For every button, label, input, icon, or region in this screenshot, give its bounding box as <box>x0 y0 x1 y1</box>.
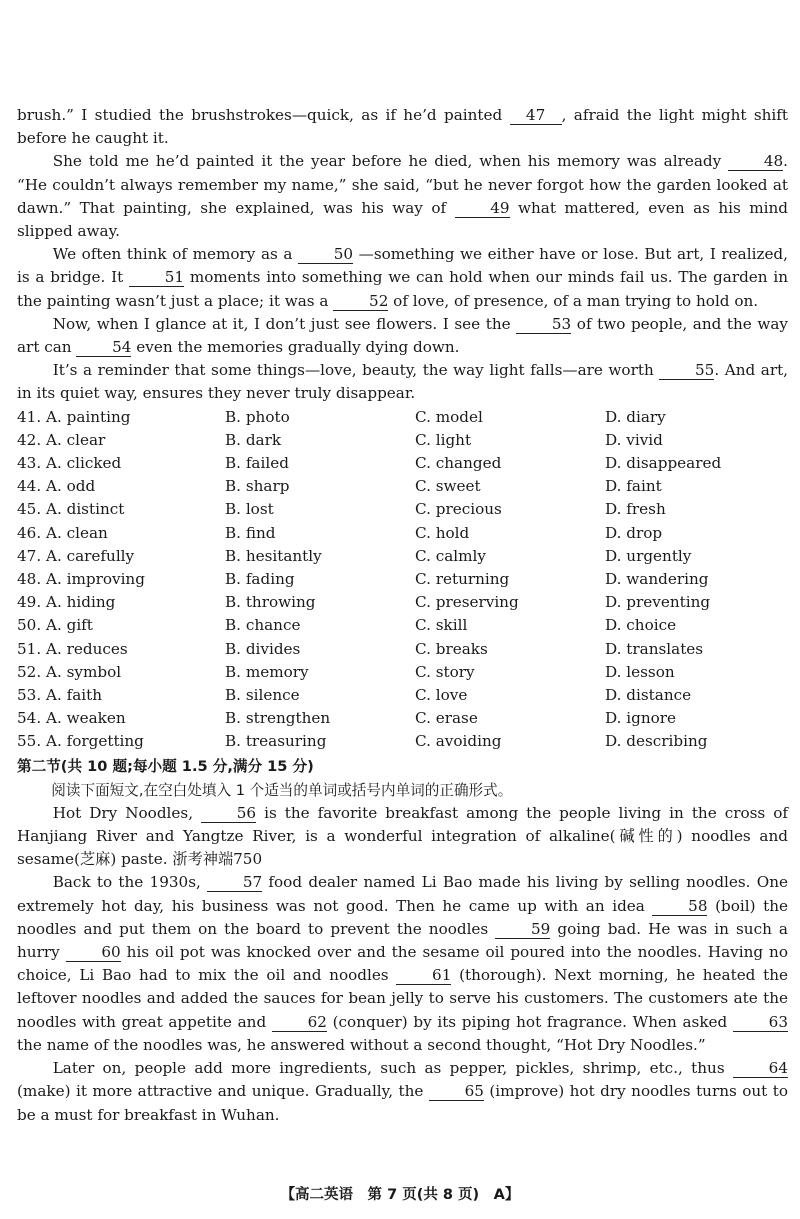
page-footer: 【高二英语 第 7 页(共 8 页) A】 <box>280 1187 520 1203</box>
blank-50: 50 <box>298 246 353 264</box>
paragraph: brush.” I studied the brushstrokes—quick, as if he’d painted 47 , afraid the light might shift before he caught it. <box>17 106 788 148</box>
option-choice: B. silence <box>225 685 300 704</box>
option-choice: D. choice <box>605 616 677 635</box>
option-row <box>17 429 788 452</box>
option-choice: B. chance <box>225 616 301 635</box>
option-choice: B. find <box>225 523 276 542</box>
option-row <box>17 684 788 707</box>
option-choice: B. sharp <box>225 477 290 496</box>
option-choice: C. love <box>415 685 468 704</box>
option-choice: B. fading <box>225 569 295 588</box>
blank-51: 51 <box>129 269 184 287</box>
option-row <box>17 475 788 498</box>
option-row <box>17 707 788 730</box>
blank-59: 59 <box>495 921 550 939</box>
paragraph: Hot Dry Noodles, 56 is the favorite breakfast among the people living in the cross of Hanjiang River and Yangtze River, is a wonderful integration of alkaline(碱性的) noodles and sesame(芝麻) paste. 浙考神端750 <box>17 803 788 869</box>
option-choice: 49. A. hiding <box>17 593 116 612</box>
option-row <box>17 498 788 521</box>
option-choice: D. faint <box>605 477 662 496</box>
cloze-passage <box>17 104 788 406</box>
option-choice: D. ignore <box>605 709 677 728</box>
option-choice: 42. A. clear <box>17 430 106 449</box>
option-choice: D. diary <box>605 407 666 426</box>
blank-56: 56 <box>201 805 256 823</box>
grammar-passage <box>17 802 788 1127</box>
paragraph: Later on, people add more ingredients, such as pepper, pickles, shrimp, etc., thus 64 (make) it more attractive and unique. Gradually, the 65 (improve) hot dry noodles turns out to be a must for breakfast in Wuhan. <box>17 1059 788 1124</box>
option-choice: C. sweet <box>415 477 481 496</box>
option-row <box>17 591 788 614</box>
blank-63: 63 <box>733 1014 788 1032</box>
option-row <box>17 638 788 661</box>
option-choice: D. preventing <box>605 593 711 612</box>
paragraph: Now, when I glance at it, I don’t just see flowers. I see the 53 of two people, and the way art can 54 even the memories gradually dying down. <box>17 314 789 357</box>
blank-53: 53 <box>516 316 571 334</box>
option-choice: B. treasuring <box>225 732 327 751</box>
option-choice: C. light <box>415 430 472 449</box>
option-choice: 44. A. odd <box>17 477 96 496</box>
option-choice: B. throwing <box>225 593 316 612</box>
option-choice: B. photo <box>225 407 290 426</box>
blank-49: 49 <box>455 200 510 218</box>
option-choice: D. fresh <box>605 500 666 519</box>
option-row <box>17 568 788 591</box>
blank-48: 48 <box>728 153 783 171</box>
option-choice: B. strengthen <box>225 709 331 728</box>
option-choice: 41. A. painting <box>17 407 131 426</box>
blank-58: 58 <box>652 898 707 916</box>
option-choice: D. disappeared <box>605 454 722 473</box>
option-choice: 43. A. clicked <box>17 454 122 473</box>
paragraph: It’s a reminder that some things—love, beauty, the way light falls—are worth 55. And art, in its quiet way, ensures they never truly disappear. <box>17 361 789 403</box>
option-choice: 46. A. clean <box>17 523 108 542</box>
option-choice: C. breaks <box>415 639 488 658</box>
blank-61: 61 <box>396 967 451 985</box>
option-choice: B. failed <box>225 454 289 473</box>
blank-52: 52 <box>333 293 388 311</box>
option-choice: D. wandering <box>605 569 709 588</box>
option-choice: C. preserving <box>415 593 519 612</box>
option-choice: C. erase <box>415 709 478 728</box>
option-choice: 53. A. faith <box>17 685 103 704</box>
option-choice: B. divides <box>225 639 301 658</box>
option-row <box>17 406 788 429</box>
options-list <box>17 406 788 754</box>
blank-57: 57 <box>207 874 262 892</box>
option-choice: C. calmly <box>415 546 486 565</box>
blank-64: 64 <box>733 1060 788 1078</box>
option-choice: C. precious <box>415 500 502 519</box>
blank-60: 60 <box>66 944 121 962</box>
option-choice: D. drop <box>605 523 663 542</box>
option-choice: D. describing <box>605 732 708 751</box>
option-choice: 45. A. distinct <box>17 500 125 519</box>
blank-47: 47 <box>510 107 562 125</box>
blank-65: 65 <box>429 1083 484 1101</box>
option-choice: B. hesitantly <box>225 546 322 565</box>
option-row <box>17 522 788 545</box>
option-choice: B. dark <box>225 430 282 449</box>
option-choice: D. lesson <box>605 662 675 681</box>
option-choice: C. story <box>415 662 475 681</box>
option-choice: 52. A. symbol <box>17 662 122 681</box>
section-directions: 阅读下面短文,在空白处填入 1 个适当的单词或括号内单词的正确形式。 <box>51 781 513 799</box>
option-choice: 54. A. weaken <box>17 709 126 728</box>
option-choice: C. returning <box>415 569 510 588</box>
blank-62: 62 <box>272 1014 327 1032</box>
paragraph: She told me he’d painted it the year before he died, when his memory was already 48. “He couldn’t always remember my name,” she said, “but he never forgot how the garden looked at dawn.” That painting, she explained, was his way of 49 what mattered, even as his mind slipped away. <box>17 152 789 241</box>
option-choice: C. avoiding <box>415 732 502 751</box>
section-heading: 第二节(共 10 题;每小题 1.5 分,满分 15 分) <box>17 758 314 776</box>
option-choice: D. translates <box>605 639 704 658</box>
option-choice: C. model <box>415 407 483 426</box>
option-row <box>17 661 788 684</box>
option-row <box>17 614 788 637</box>
option-choice: 51. A. reduces <box>17 639 128 658</box>
option-choice: D. distance <box>605 685 692 704</box>
option-choice: D. vivid <box>605 430 663 449</box>
option-choice: C. skill <box>415 616 468 635</box>
paragraph: We often think of memory as a 50 —something we either have or lose. But art, I realized, is a bridge. It 51 moments into something we can hold when our minds fail us. The garden in the painting wasn’t just a place; it was a 52 of love, of presence, of a man trying to hold on. <box>17 245 788 310</box>
option-row <box>17 545 788 568</box>
option-choice: 50. A. gift <box>17 616 93 635</box>
option-choice: 55. A. forgetting <box>17 732 144 751</box>
blank-55: 55 <box>659 362 714 380</box>
option-row <box>17 730 788 753</box>
option-choice: D. urgently <box>605 546 692 565</box>
blank-54: 54 <box>76 339 131 357</box>
option-choice: B. memory <box>225 662 309 681</box>
option-row <box>17 452 788 475</box>
option-choice: C. changed <box>415 454 502 473</box>
option-choice: B. lost <box>225 500 274 519</box>
option-choice: 48. A. improving <box>17 569 145 588</box>
option-choice: C. hold <box>415 523 470 542</box>
option-choice: 47. A. carefully <box>17 546 135 565</box>
paragraph: Back to the 1930s, 57 food dealer named Li Bao made his living by selling noodles. One extremely hot day, his business was not good. Then he came up with an idea 58 (boil) the noodles and put them on the board to prevent the noodles 59 going bad. He was in such a hurry 60 his oil pot was knocked over and the sesame oil poured into the noodles. Having no choice, Li Bao had to mix the oil and noodles 61 (thorough). Next morning, he heated the leftover noodles and added the sauces for bean jelly to serve his customers. The customers ate the noodles with great appetite and 62 (conquer) by its piping hot fragrance. When asked 63 the name of the noodles was, he answered without a second thought, “Hot Dry Noodles.” <box>17 873 788 1054</box>
